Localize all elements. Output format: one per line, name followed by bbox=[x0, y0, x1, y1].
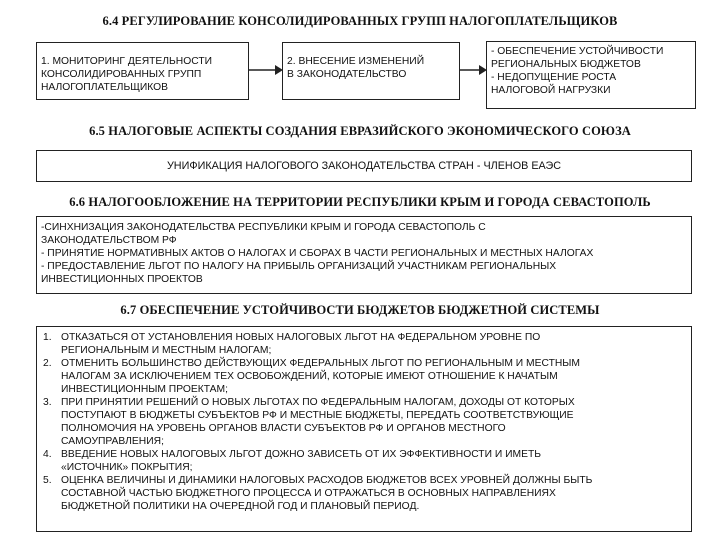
list-item-line: БЮДЖЕТНОЙ ПОЛИТИКИ НА ОЧЕРЕДНОЙ ГОД И ПЛАНОВЫЙ ПЕРИОД. bbox=[61, 501, 420, 512]
list-item bbox=[41, 448, 687, 474]
monitoring-line: НАЛОГОПЛАТЕЛЬЩИКОВ bbox=[41, 82, 169, 93]
monitoring-line: 1. МОНИТОРИНГ ДЕЯТЕЛЬНОСТИ bbox=[41, 56, 213, 67]
crimea-line: - ПРЕДОСТАВЛЕНИЕ ЛЬГОТ ПО НАЛОГУ НА ПРИБЫЛЬ ОРГАНИЗАЦИЙ УЧАСТНИКАМ РЕГИОНАЛЬНЫХ bbox=[41, 261, 557, 272]
list-item-line: ВВЕДЕНИЕ НОВЫХ НАЛОГОВЫХ ЛЬГОТ ДОЖНО ЗАВИСЕТЬ ОТ ИХ ЭФФЕКТИВНОСТИ И ИМЕТЬ bbox=[61, 449, 542, 460]
list-item-line: ОЦЕНКА ВЕЛИЧИНЫ И ДИНАМИКИ НАЛОГОВЫХ РАСХОДОВ БЮДЖЕТОВ ВСЕХ УРОВНЕЙ ДОЛЖНЫ БЫТЬ bbox=[61, 475, 593, 486]
monitoring-line: КОНСОЛИДИРОВАННЫХ ГРУПП bbox=[41, 69, 202, 80]
outcome-line: - НЕДОПУЩЕНИЕ РОСТА bbox=[491, 72, 617, 83]
arrow-right-icon bbox=[249, 62, 283, 78]
list-item bbox=[41, 474, 687, 513]
legislation-line: 2. ВНЕСЕНИЕ ИЗМЕНЕНИЙ bbox=[287, 56, 425, 67]
list-item-line: ПОЛНОМОЧИЯ НА УРОВЕНЬ ОРГАНОВ ВЛАСТИ СУБЪЕКТОВ РФ И ОРГАНОВ МЕСТНОГО bbox=[61, 423, 506, 434]
list-item-number: 3. bbox=[43, 397, 52, 408]
outcomes-box bbox=[486, 41, 696, 109]
list-item-line: ПОСТУПАЮТ В БЮДЖЕТЫ СУБЪЕКТОВ РФ И МЕСТНЫЕ БЮДЖЕТЫ, ПЕРЕДАТЬ СООТВЕТСТВУЮЩИЕ bbox=[61, 410, 574, 421]
list-item-line: ОТМЕНИТЬ БОЛЬШИНСТВО ДЕЙСТВУЮЩИХ ФЕДЕРАЛЬНЫХ ЛЬГОТ ПО РЕГИОНАЛЬНЫМ И МЕСТНЫМ bbox=[61, 358, 580, 369]
section-6-7-title: 6.7 ОБЕСПЕЧЕНИЕ УСТОЙЧИВОСТИ БЮДЖЕТОВ БЮДЖЕТНОЙ СИСТЕМЫ bbox=[120, 303, 600, 317]
list-item bbox=[41, 396, 687, 448]
outcome-line: - ОБЕСПЕЧЕНИЕ УСТОЙЧИВОСТИ bbox=[491, 46, 664, 57]
crimea-line: ИНВЕСТИЦИОННЫХ ПРОЕКТОВ bbox=[41, 274, 203, 285]
crimea-taxation-box bbox=[36, 216, 692, 294]
list-item bbox=[41, 357, 687, 396]
section-6-4-title: 6.4 РЕГУЛИРОВАНИЕ КОНСОЛИДИРОВАННЫХ ГРУПП НАЛОГОПЛАТЕЛЬЩИКОВ bbox=[102, 14, 618, 28]
outcome-line: РЕГИОНАЛЬНЫХ БЮДЖЕТОВ bbox=[491, 59, 641, 70]
list-item-line: «ИСТОЧНИК» ПОКРЫТИЯ; bbox=[61, 462, 193, 473]
budget-stability-box bbox=[36, 326, 692, 532]
list-item-number: 1. bbox=[43, 332, 52, 343]
crimea-line: ЗАКОНОДАТЕЛЬСТВОМ РФ bbox=[41, 235, 177, 246]
list-item-line: НАЛОГАМ ЗА ИСКЛЮЧЕНИЕМ ТЕХ ОСВОБОЖДЕНИЙ, КОТОРЫЕ ИМЕЮТ ОТНОШЕНИЕ К НАЧАТЫМ bbox=[61, 371, 558, 382]
list-item-line: СОСТАВНОЙ ЧАСТЬЮ БЮДЖЕТНОГО ПРОЦЕССА И ОТРАЖАТЬСЯ В ОСНОВНЫХ НАПРАВЛЕНИЯХ bbox=[61, 488, 556, 499]
list-item bbox=[41, 331, 687, 357]
list-item-line: ИНВЕСТИЦИОННЫМ ПРОЕКТАМ; bbox=[61, 384, 228, 395]
list-item-line: РЕГИОНАЛЬНЫМ И МЕСТНЫМ НАЛОГАМ; bbox=[61, 345, 272, 356]
section-6-6-title: 6.6 НАЛОГООБЛОЖЕНИЕ НА ТЕРРИТОРИИ РЕСПУБЛИКИ КРЫМ И ГОРОДА СЕВАСТОПОЛЬ bbox=[69, 195, 651, 209]
list-item-number: 5. bbox=[43, 475, 52, 486]
legislation-line: В ЗАКОНОДАТЕЛЬСТВО bbox=[287, 69, 407, 80]
monitoring-box bbox=[36, 42, 249, 100]
crimea-line: - ПРИНЯТИЕ НОРМАТИВНЫХ АКТОВ О НАЛОГАХ И СБОРАХ В ЧАСТИ РЕГИОНАЛЬНЫХ И МЕСТНЫХ НАЛОГАХ bbox=[41, 248, 594, 259]
list-item-number: 2. bbox=[43, 358, 52, 369]
crimea-line: -СИНХНИЗАЦИЯ ЗАКОНОДАТЕЛЬСТВА РЕСПУБЛИКИ КРЫМ И ГОРОДА СЕВАСТОПОЛЬ С bbox=[41, 222, 486, 233]
arrow-right-icon bbox=[460, 62, 487, 78]
list-item-line: ОТКАЗАТЬСЯ ОТ УСТАНОВЛЕНИЯ НОВЫХ НАЛОГОВЫХ ЛЬГОТ НА ФЕДЕРАЛЬНОМ УРОВНЕ ПО bbox=[61, 332, 541, 343]
budget-measures-list bbox=[41, 331, 687, 513]
list-item-line: ПРИ ПРИНЯТИИ РЕШЕНИЙ О НОВЫХ ЛЬГОТАХ ПО ФЕДЕРАЛЬНЫМ НАЛОГАМ, ДОХОДЫ ОТ КОТОРЫХ bbox=[61, 397, 575, 408]
eaeu-unification-text: УНИФИКАЦИЯ НАЛОГОВОГО ЗАКОНОДАТЕЛЬСТВА СТРАН - ЧЛЕНОВ ЕАЭС bbox=[166, 160, 562, 172]
section-6-5-title: 6.5 НАЛОГОВЫЕ АСПЕКТЫ СОЗДАНИЯ ЕВРАЗИЙСКОГО ЭКОНОМИЧЕСКОГО СОЮЗА bbox=[89, 124, 631, 138]
eaeu-unification-box bbox=[36, 150, 692, 182]
outcome-line: НАЛОГОВОЙ НАГРУЗКИ bbox=[491, 85, 611, 96]
list-item-number: 4. bbox=[43, 449, 52, 460]
list-item-line: САМОУПРАВЛЕНИЯ; bbox=[61, 436, 164, 447]
legislation-change-box bbox=[282, 42, 460, 100]
